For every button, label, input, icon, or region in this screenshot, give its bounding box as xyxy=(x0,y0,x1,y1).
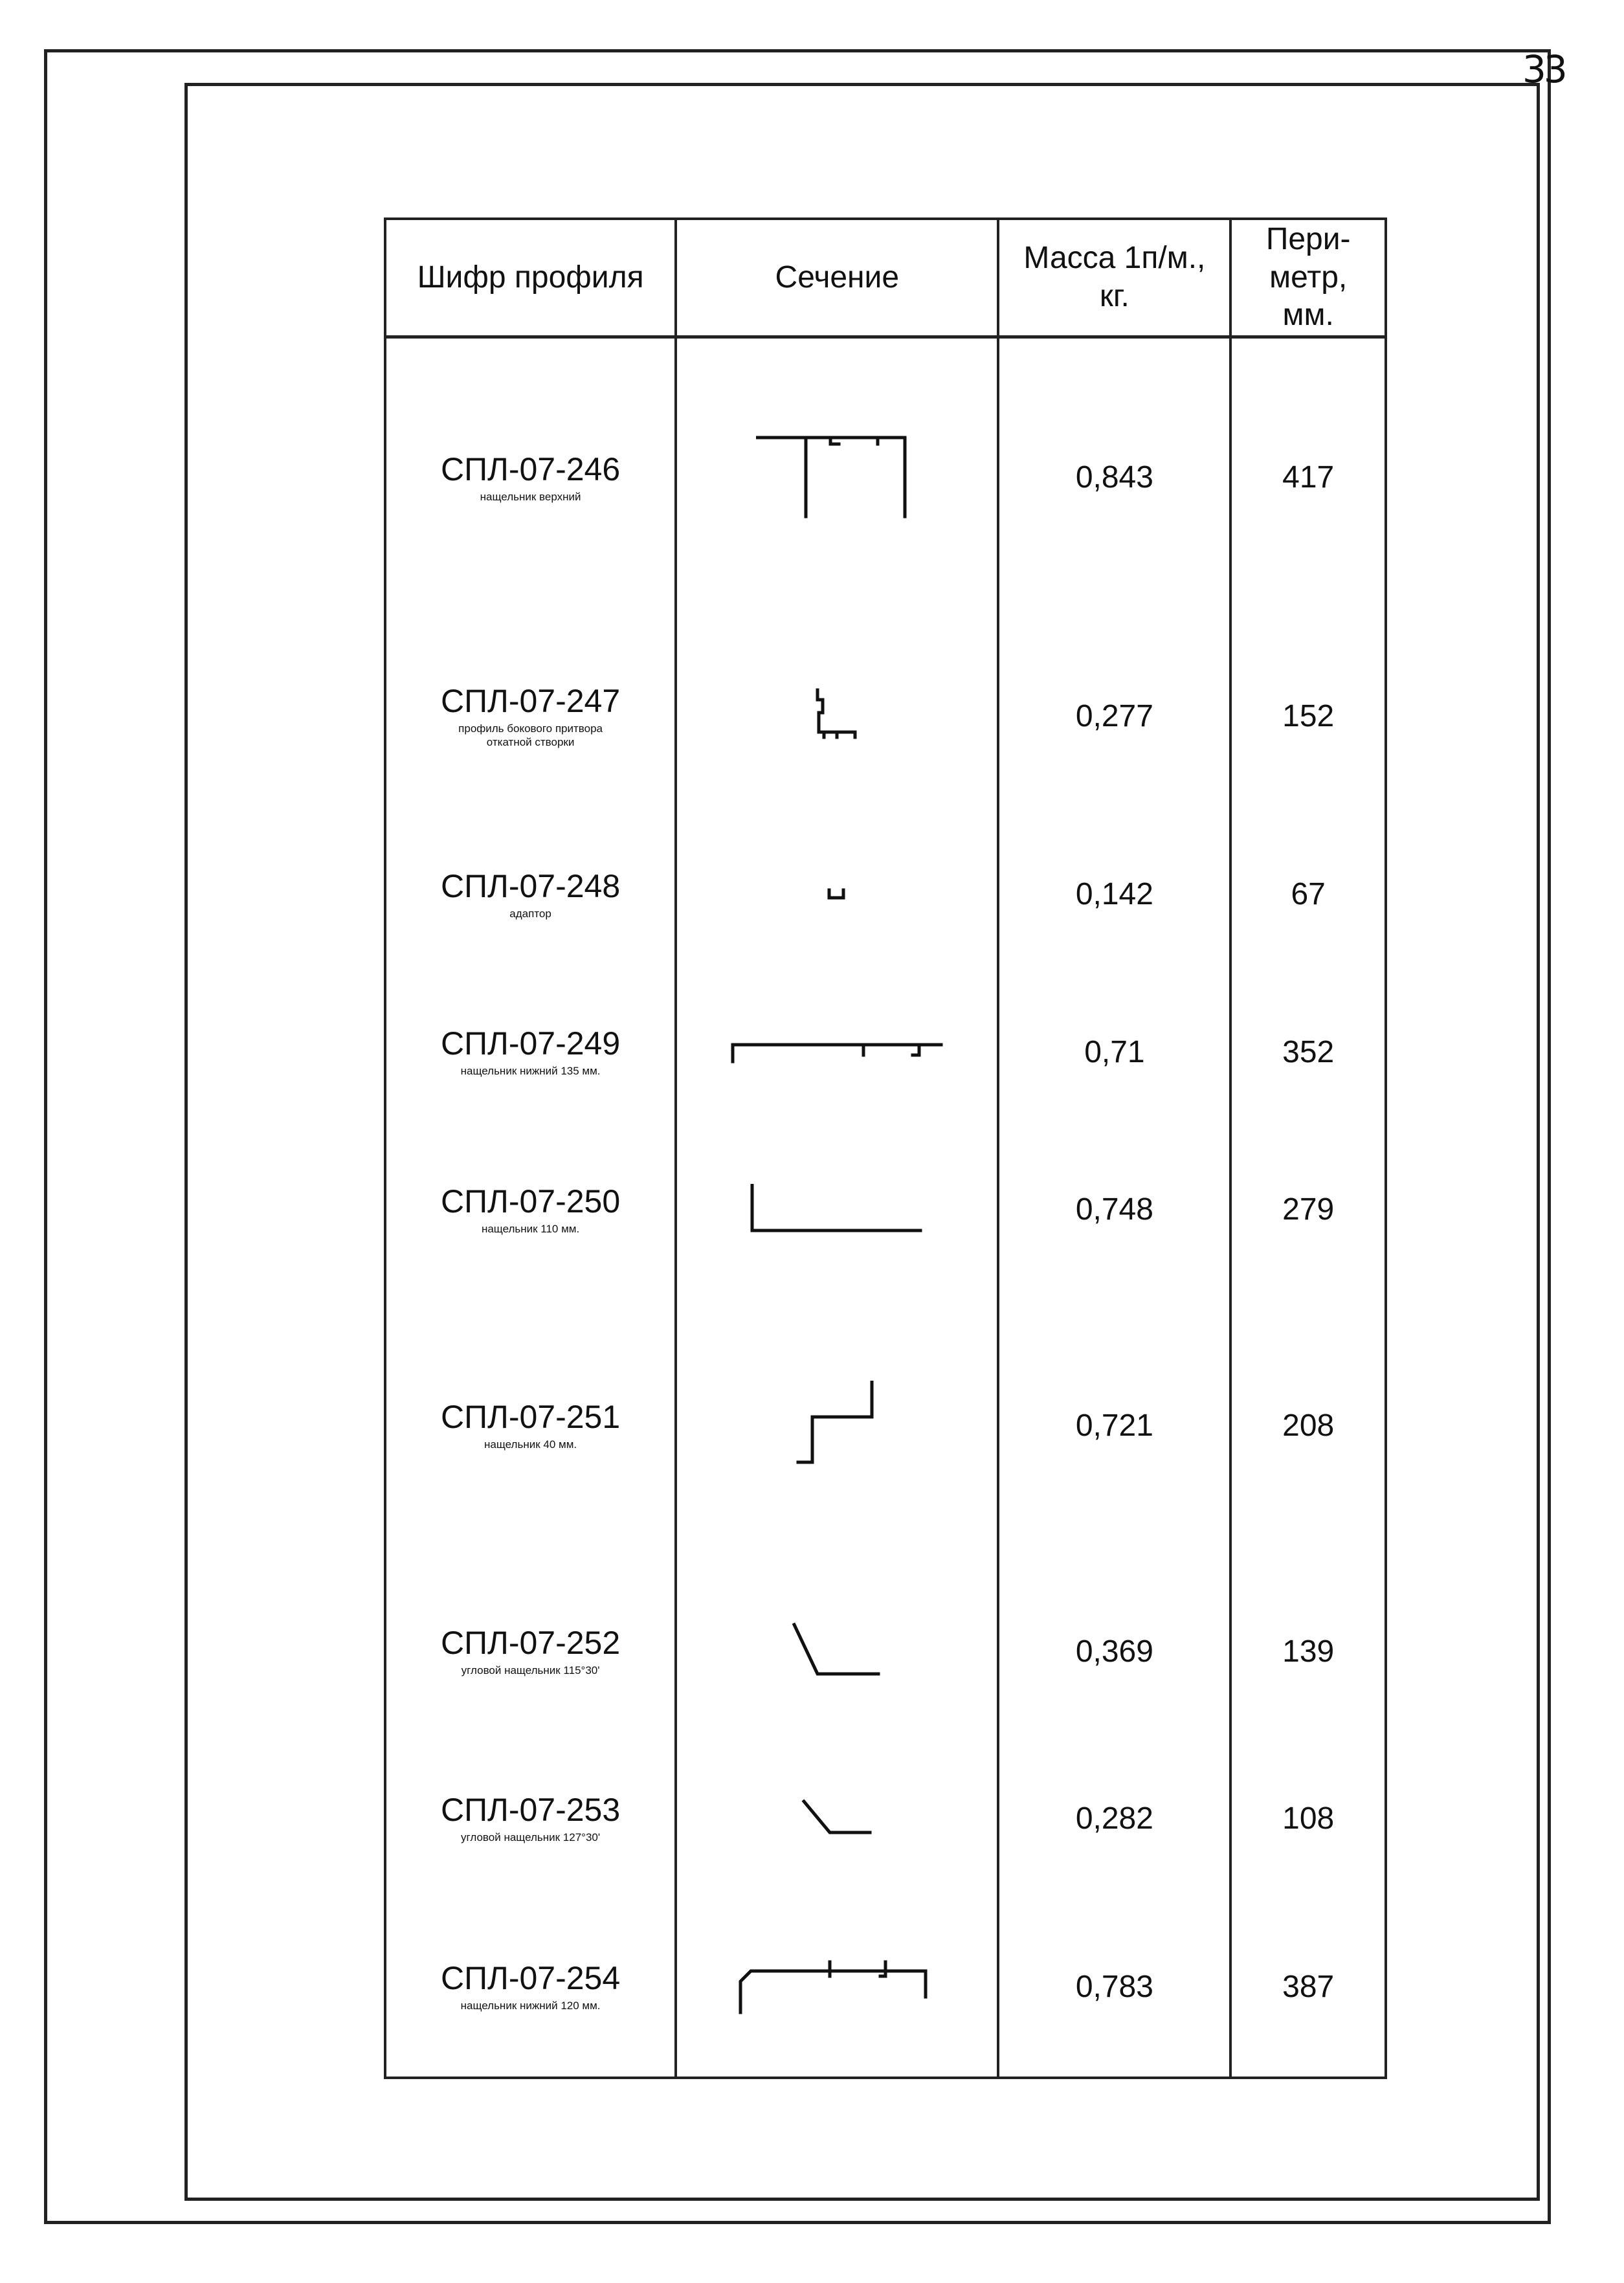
table-row xyxy=(385,1131,1386,1288)
profile-code-cell xyxy=(385,1740,676,1897)
profile-code-cell xyxy=(385,1897,676,2078)
section-cell xyxy=(676,1740,998,1897)
profile-spec-table xyxy=(384,217,1387,2079)
mass-cell: 0,142 xyxy=(998,816,1230,973)
profile-code: СПЛ-07-250 xyxy=(440,1183,621,1219)
table-row xyxy=(385,1563,1386,1740)
profile-code-cell xyxy=(385,816,676,973)
table-row xyxy=(385,816,1386,973)
profile-code-cell xyxy=(385,974,676,1131)
profile-code: СПЛ-07-253 xyxy=(440,1792,621,1829)
profile-description: профиль бокового притвора откатной створки xyxy=(458,722,603,748)
cover-40-profile-icon xyxy=(792,1381,882,1471)
header-code: Шифр профиля xyxy=(385,219,676,337)
profile-code: СПЛ-07-246 xyxy=(440,451,621,487)
perimeter-cell: 139 xyxy=(1230,1563,1386,1740)
mass-cell: 0,843 xyxy=(998,337,1230,617)
section-cell xyxy=(676,816,998,973)
profile-description: нащельник нижний 135 мм. xyxy=(460,1065,601,1078)
mass-cell: 0,282 xyxy=(998,1740,1230,1897)
profile-code-cell xyxy=(385,617,676,816)
profile-description: нащельник 40 мм. xyxy=(484,1438,577,1451)
table-row xyxy=(385,1288,1386,1563)
profile-description: угловой нащельник 127°30' xyxy=(461,1831,601,1844)
profile-description: нащельник 110 мм. xyxy=(481,1222,580,1235)
sheet-number: 33 xyxy=(1522,47,1565,91)
corner-cover-127-profile-icon xyxy=(801,1799,873,1838)
perimeter-cell: 279 xyxy=(1230,1131,1386,1288)
section-cell xyxy=(676,974,998,1131)
table-row xyxy=(385,1897,1386,2078)
lower-cover-120-profile-icon xyxy=(737,1958,937,2016)
section-cell xyxy=(676,1563,998,1740)
profile-code: СПЛ-07-247 xyxy=(440,682,621,719)
perimeter-cell: 108 xyxy=(1230,1740,1386,1897)
table-header-row xyxy=(385,219,1386,337)
perimeter-cell: 208 xyxy=(1230,1288,1386,1563)
perimeter-cell: 352 xyxy=(1230,974,1386,1131)
mass-cell: 0,277 xyxy=(998,617,1230,816)
header-section: Сечение xyxy=(676,219,998,337)
profile-description: адаптор xyxy=(509,907,551,920)
perimeter-cell: 417 xyxy=(1230,337,1386,617)
profile-description: угловой нащельник 115°30' xyxy=(461,1664,600,1677)
perimeter-cell: 387 xyxy=(1230,1897,1386,2078)
mass-cell: 0,369 xyxy=(998,1563,1230,1740)
mass-cell: 0,71 xyxy=(998,974,1230,1131)
upper-cover-profile-icon xyxy=(756,432,918,523)
section-cell xyxy=(676,1131,998,1288)
profile-code: СПЛ-07-252 xyxy=(440,1625,621,1662)
table-row xyxy=(385,974,1386,1131)
profile-description: нащельник верхний xyxy=(480,490,581,503)
section-cell xyxy=(676,1897,998,2078)
lower-cover-135-profile-icon xyxy=(730,1036,944,1068)
profile-code-cell xyxy=(385,1288,676,1563)
adapter-profile-icon xyxy=(827,888,847,901)
profile-code: СПЛ-07-251 xyxy=(440,1399,621,1436)
profile-code: СПЛ-07-249 xyxy=(440,1025,621,1062)
profile-code: СПЛ-07-254 xyxy=(440,1960,621,1997)
mass-cell: 0,783 xyxy=(998,1897,1230,2078)
profile-description: нащельник нижний 120 мм. xyxy=(460,1999,601,2012)
section-cell xyxy=(676,617,998,816)
section-cell xyxy=(676,1288,998,1563)
cover-110-profile-icon xyxy=(750,1184,924,1236)
table-row xyxy=(385,617,1386,816)
header-perimeter: Пери-метр, мм. xyxy=(1230,219,1386,337)
table-row xyxy=(385,1740,1386,1897)
perimeter-cell: 152 xyxy=(1230,617,1386,816)
mass-cell: 0,748 xyxy=(998,1131,1230,1288)
table-row xyxy=(385,337,1386,617)
side-rebate-profile-icon xyxy=(811,687,863,745)
profile-code: СПЛ-07-248 xyxy=(440,867,621,904)
profile-code-cell xyxy=(385,1563,676,1740)
profile-code-cell xyxy=(385,1131,676,1288)
mass-cell: 0,721 xyxy=(998,1288,1230,1563)
profile-code-cell xyxy=(385,337,676,617)
section-cell xyxy=(676,337,998,617)
header-mass: Масса 1п/м., кг. xyxy=(998,219,1230,337)
corner-cover-115-profile-icon xyxy=(792,1622,882,1680)
perimeter-cell: 67 xyxy=(1230,816,1386,973)
